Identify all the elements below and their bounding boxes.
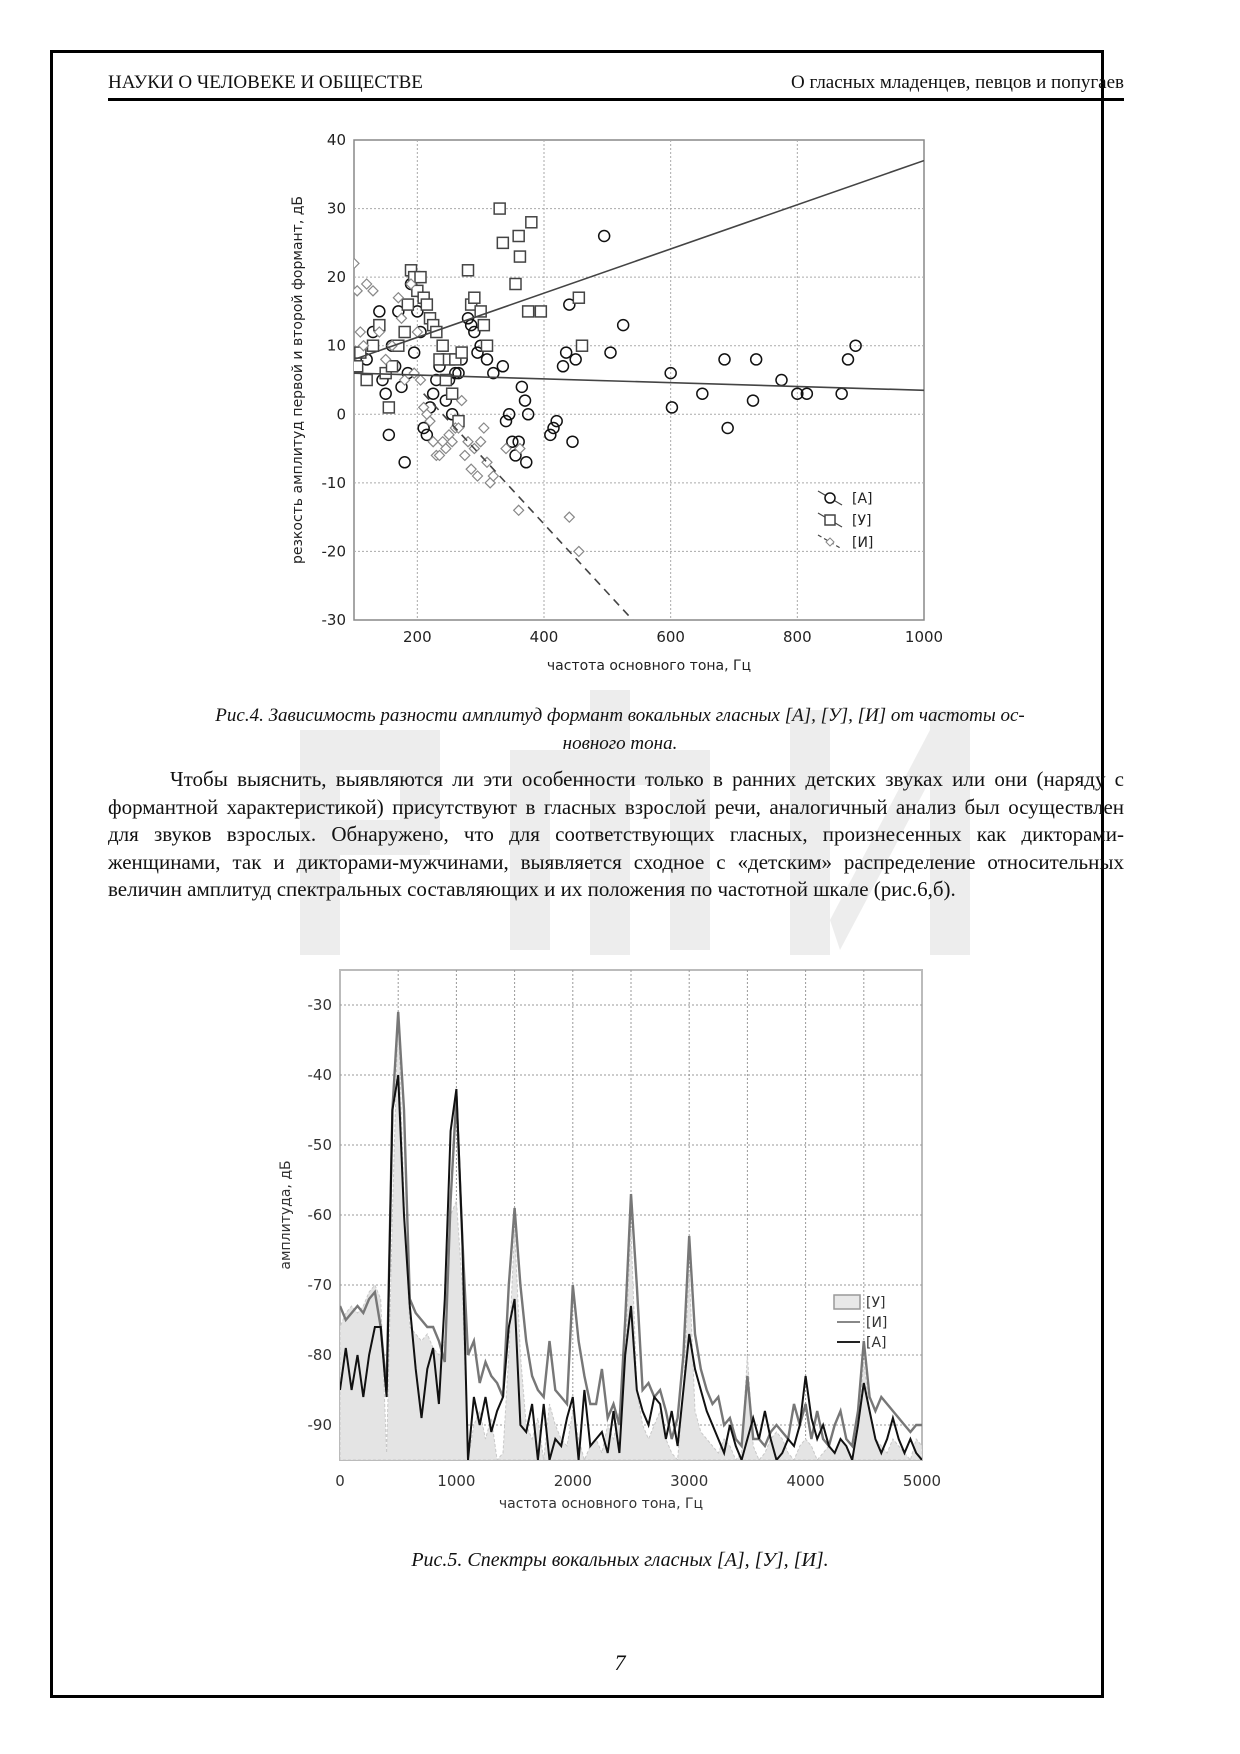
body-paragraph bbox=[108, 766, 1124, 904]
x-tick-label: 200 bbox=[403, 628, 432, 646]
data-point-u bbox=[526, 217, 537, 228]
y-tick-label: -70 bbox=[307, 1276, 332, 1294]
x-tick-label: 5000 bbox=[902, 1472, 942, 1490]
header-rule bbox=[108, 98, 1124, 101]
data-point-u bbox=[421, 299, 432, 310]
legend-area-icon bbox=[834, 1295, 860, 1309]
y-tick-label: 10 bbox=[326, 336, 346, 355]
figure-5-caption: Рис.5. Спектры вокальных гласных [А], [У], [И]. bbox=[411, 1549, 829, 1571]
x-tick-label: 1000 bbox=[437, 1472, 476, 1490]
legend-circle-icon bbox=[825, 493, 835, 503]
y-axis-label: резкость амплитуд первой и второй формант, дБ bbox=[290, 195, 306, 565]
legend-label: [А] bbox=[866, 1335, 887, 1351]
data-point-u bbox=[399, 327, 410, 338]
y-tick-label: 30 bbox=[326, 199, 346, 218]
data-point-u bbox=[361, 375, 372, 386]
x-tick-label: 600 bbox=[656, 628, 685, 646]
running-head bbox=[108, 72, 1124, 100]
y-tick-label: -30 bbox=[321, 611, 346, 629]
figure-4-caption-line1: Рис.4. Зависимость разности амплитуд формант вокальных гласных [А], [У], [И] от частоты ос- bbox=[215, 705, 1025, 726]
data-point-u bbox=[463, 265, 474, 276]
data-point-u bbox=[469, 292, 480, 303]
x-axis-label: частота основного тона, Гц bbox=[546, 658, 752, 674]
legend-label: [И] bbox=[866, 1315, 888, 1331]
data-point-u bbox=[514, 251, 525, 262]
x-tick-label: 1000 bbox=[904, 628, 944, 646]
data-point-u bbox=[513, 231, 524, 242]
y-tick-label: -90 bbox=[307, 1416, 332, 1434]
data-point-u bbox=[573, 292, 584, 303]
paragraph-text: Чтобы выяснить, выявляются ли эти особенности только в ранних детских звуках или они (наряду с формантной характеристикой) присутствуют в гласных взрослой речи, аналогичный анализ был осуществлен для звуков взрослых. Обнаружено, что для соответствующих гласных, произнесенных как дикторами-женщинами, так и дикторами-мужчинами, выявляется сходное с «детским» распределение относительных величин амплитуд спектральных составляющих и их положения по частотной шкале (рис.6,б). bbox=[108, 767, 1124, 901]
y-tick-label: -40 bbox=[307, 1066, 332, 1084]
x-tick-label: 3000 bbox=[670, 1472, 709, 1490]
x-tick-label: 800 bbox=[783, 628, 812, 646]
figure-4-caption-line2: новного тона. bbox=[562, 733, 678, 754]
data-point-u bbox=[523, 306, 534, 317]
legend-label: [И] bbox=[852, 535, 874, 551]
x-axis-label: частота основного тона, Гц bbox=[498, 1496, 704, 1512]
data-point-u bbox=[437, 340, 448, 351]
x-tick-label: 2000 bbox=[553, 1472, 592, 1490]
legend-label: [У] bbox=[866, 1295, 886, 1311]
data-point-u bbox=[577, 340, 588, 351]
page-number: 7 bbox=[614, 1650, 626, 1675]
y-tick-label: -20 bbox=[321, 542, 346, 561]
data-point-u bbox=[510, 279, 521, 290]
figure-4-scatter-chart bbox=[280, 125, 960, 685]
y-tick-label: 40 bbox=[326, 131, 346, 149]
figure-5-spectrum-chart bbox=[250, 955, 970, 1525]
y-tick-label: -50 bbox=[307, 1136, 332, 1154]
x-tick-label: 4000 bbox=[786, 1472, 825, 1490]
y-tick-label: 20 bbox=[326, 268, 346, 287]
data-point-u bbox=[482, 340, 493, 351]
running-head-section: НАУКИ О ЧЕЛОВЕКЕ И ОБЩЕСТВЕ bbox=[108, 72, 423, 93]
y-tick-label: -80 bbox=[307, 1346, 332, 1364]
x-tick-label: 0 bbox=[335, 1472, 345, 1490]
data-point-u bbox=[497, 237, 508, 248]
data-point-u bbox=[447, 388, 458, 399]
y-tick-label: 0 bbox=[336, 405, 346, 424]
x-tick-label: 400 bbox=[529, 628, 559, 646]
data-point-u bbox=[494, 203, 505, 214]
legend-label: [А] bbox=[852, 491, 873, 507]
legend-label: [У] bbox=[852, 513, 872, 529]
data-point-u bbox=[478, 320, 489, 331]
y-tick-label: -60 bbox=[307, 1206, 332, 1224]
figure-4-caption bbox=[120, 702, 1120, 758]
data-point-u bbox=[383, 402, 394, 413]
y-tick-label: -10 bbox=[321, 473, 346, 492]
data-point-u bbox=[402, 299, 413, 310]
y-axis-label: амплитуда, дБ bbox=[278, 1160, 294, 1270]
y-tick-label: -30 bbox=[307, 996, 332, 1014]
data-point-u bbox=[415, 272, 426, 283]
data-point-u bbox=[456, 347, 467, 358]
data-point-u bbox=[535, 306, 546, 317]
legend-square-icon bbox=[825, 515, 835, 525]
running-head-title: О гласных младенцев, певцов и попугаев bbox=[791, 72, 1124, 93]
